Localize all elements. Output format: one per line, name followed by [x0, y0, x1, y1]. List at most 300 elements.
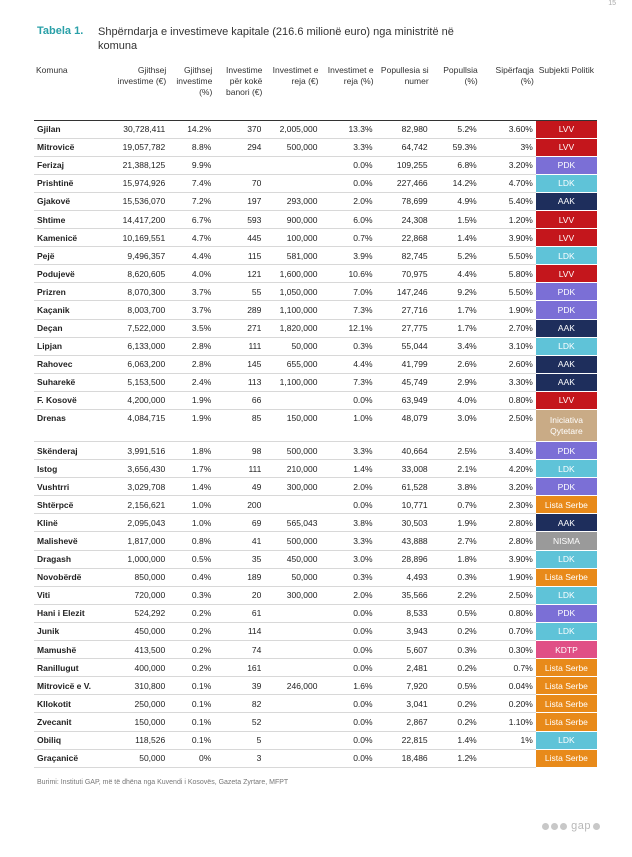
- cell-new-pct: 0.0%: [320, 174, 375, 192]
- cell-per-capita: 41: [214, 532, 264, 550]
- cell-total-eur: 2,156,621: [112, 496, 168, 514]
- cell-new-pct: 2.0%: [320, 478, 375, 496]
- cell-komuna: Prishtinë: [34, 174, 112, 192]
- cell-area-pct: 3.10%: [480, 337, 536, 355]
- cell-total-eur: 30,728,411: [112, 120, 168, 138]
- cell-area-pct: 2.50%: [480, 410, 536, 442]
- cell-new-pct: 0.0%: [320, 604, 375, 622]
- cell-population-pct: 14.2%: [431, 174, 480, 192]
- cell-party: Lista Serbe: [536, 677, 597, 695]
- cell-komuna: Gjilan: [34, 120, 112, 138]
- table-row: [34, 301, 597, 319]
- cell-population-pct: 2.9%: [431, 373, 480, 391]
- cell-party: AAK: [536, 319, 597, 337]
- table-row: [34, 478, 597, 496]
- cell-population-pct: 0.5%: [431, 677, 480, 695]
- cell-population: 8,533: [376, 604, 431, 622]
- cell-party: Lista Serbe: [536, 496, 597, 514]
- cell-new-eur: 900,000: [264, 210, 320, 228]
- cell-population: 27,716: [376, 301, 431, 319]
- col-header-population: Popullesia si numer: [380, 65, 429, 86]
- cell-new-pct: 3.3%: [320, 442, 375, 460]
- cell-population-pct: 5.2%: [431, 247, 480, 265]
- cell-new-eur: [264, 174, 320, 192]
- cell-per-capita: 39: [214, 677, 264, 695]
- investments-table: [34, 65, 597, 768]
- cell-population: 4,493: [376, 568, 431, 586]
- cell-area-pct: 0.70%: [480, 622, 536, 640]
- table-row: [34, 210, 597, 228]
- col-header-new-eur: Investimet e reja (€): [272, 65, 319, 86]
- cell-total-eur: 8,620,605: [112, 265, 168, 283]
- cell-new-eur: 500,000: [264, 532, 320, 550]
- cell-per-capita: 70: [214, 174, 264, 192]
- cell-party: Iniciativa Qytetare: [536, 410, 597, 442]
- col-header-total-eur: Gjithsej investime (€): [117, 65, 167, 86]
- col-header-total-pct: Gjithsej investime (%): [176, 65, 213, 97]
- cell-total-pct: 0.1%: [168, 695, 214, 713]
- cell-total-eur: 720,000: [112, 586, 168, 604]
- cell-party: LVV: [536, 391, 597, 409]
- cell-komuna: Kamenicë: [34, 229, 112, 247]
- table-row: [34, 532, 597, 550]
- cell-total-eur: 524,292: [112, 604, 168, 622]
- cell-population: 78,699: [376, 192, 431, 210]
- cell-new-pct: 3.8%: [320, 514, 375, 532]
- cell-new-pct: 10.6%: [320, 265, 375, 283]
- cell-per-capita: 111: [214, 460, 264, 478]
- cell-party: PDK: [536, 283, 597, 301]
- cell-komuna: Kaçanik: [34, 301, 112, 319]
- cell-total-eur: 850,000: [112, 568, 168, 586]
- cell-new-pct: 0.7%: [320, 229, 375, 247]
- cell-new-pct: 0.0%: [320, 713, 375, 731]
- cell-population-pct: 0.5%: [431, 604, 480, 622]
- cell-population-pct: 6.8%: [431, 156, 480, 174]
- cell-party: LDK: [536, 337, 597, 355]
- cell-total-pct: 1.0%: [168, 496, 214, 514]
- cell-new-pct: 1.4%: [320, 460, 375, 478]
- cell-party: LDK: [536, 174, 597, 192]
- cell-new-pct: 12.1%: [320, 319, 375, 337]
- cell-new-pct: 2.0%: [320, 192, 375, 210]
- cell-population-pct: 2.2%: [431, 586, 480, 604]
- cell-new-pct: 0.0%: [320, 731, 375, 749]
- cell-per-capita: 82: [214, 695, 264, 713]
- cell-per-capita: 20: [214, 586, 264, 604]
- cell-total-pct: 0.8%: [168, 532, 214, 550]
- cell-per-capita: 161: [214, 659, 264, 677]
- cell-new-eur: 500,000: [264, 138, 320, 156]
- cell-party: Lista Serbe: [536, 749, 597, 767]
- cell-komuna: Suharekë: [34, 373, 112, 391]
- cell-komuna: Kllokotit: [34, 695, 112, 713]
- cell-new-eur: 581,000: [264, 247, 320, 265]
- cell-area-pct: 0.30%: [480, 641, 536, 659]
- table-label: Tabela 1.: [37, 25, 84, 37]
- table-title: Shpërndarja e investimeve kapitale (216.6 milionë euro) nga ministritë në komuna: [98, 26, 454, 52]
- cell-total-eur: 4,084,715: [112, 410, 168, 442]
- cell-komuna: Junik: [34, 622, 112, 640]
- cell-population-pct: 1.4%: [431, 229, 480, 247]
- cell-total-pct: 4.4%: [168, 247, 214, 265]
- cell-population: 3,943: [376, 622, 431, 640]
- cell-new-pct: 0.0%: [320, 695, 375, 713]
- cell-total-pct: 1.4%: [168, 478, 214, 496]
- cell-population: 35,566: [376, 586, 431, 604]
- cell-party: LVV: [536, 138, 597, 156]
- cell-komuna: Shtime: [34, 210, 112, 228]
- cell-new-eur: [264, 391, 320, 409]
- cell-new-pct: 1.6%: [320, 677, 375, 695]
- cell-total-eur: 2,095,043: [112, 514, 168, 532]
- cell-komuna: Gjakovë: [34, 192, 112, 210]
- cell-new-eur: 300,000: [264, 586, 320, 604]
- cell-total-eur: 400,000: [112, 659, 168, 677]
- table-row: [34, 460, 597, 478]
- cell-party: AAK: [536, 514, 597, 532]
- table-row: [34, 138, 597, 156]
- cell-area-pct: 3.40%: [480, 442, 536, 460]
- cell-per-capita: 35: [214, 550, 264, 568]
- cell-area-pct: 3%: [480, 138, 536, 156]
- table-row: [34, 496, 597, 514]
- cell-komuna: Deçan: [34, 319, 112, 337]
- cell-komuna: Podujevë: [34, 265, 112, 283]
- cell-per-capita: 289: [214, 301, 264, 319]
- cell-population: 22,815: [376, 731, 431, 749]
- cell-total-eur: 1,817,000: [112, 532, 168, 550]
- cell-population-pct: 2.6%: [431, 355, 480, 373]
- cell-per-capita: 189: [214, 568, 264, 586]
- cell-total-pct: 1.9%: [168, 391, 214, 409]
- cell-area-pct: 1.10%: [480, 713, 536, 731]
- cell-new-eur: 450,000: [264, 550, 320, 568]
- cell-komuna: Klinë: [34, 514, 112, 532]
- cell-new-pct: 0.0%: [320, 496, 375, 514]
- table-row: [34, 442, 597, 460]
- table-row: [34, 120, 597, 138]
- cell-population: 64,742: [376, 138, 431, 156]
- cell-total-pct: 0.2%: [168, 641, 214, 659]
- cell-area-pct: 0.80%: [480, 391, 536, 409]
- cell-komuna: Graçanicë: [34, 749, 112, 767]
- cell-party: LDK: [536, 247, 597, 265]
- cell-per-capita: 66: [214, 391, 264, 409]
- cell-komuna: Malishevë: [34, 532, 112, 550]
- cell-total-pct: 3.7%: [168, 283, 214, 301]
- cell-new-eur: [264, 156, 320, 174]
- cell-new-pct: 7.0%: [320, 283, 375, 301]
- cell-population-pct: 1.5%: [431, 210, 480, 228]
- gap-logo: [542, 820, 600, 832]
- logo-wordmark: gap: [571, 820, 591, 832]
- cell-komuna: Skënderaj: [34, 442, 112, 460]
- cell-total-eur: 15,974,926: [112, 174, 168, 192]
- cell-population-pct: 5.2%: [431, 120, 480, 138]
- cell-population: 5,607: [376, 641, 431, 659]
- cell-total-eur: 3,656,430: [112, 460, 168, 478]
- table-row: [34, 192, 597, 210]
- cell-per-capita: 197: [214, 192, 264, 210]
- cell-new-eur: [264, 659, 320, 677]
- cell-new-eur: 655,000: [264, 355, 320, 373]
- cell-per-capita: 145: [214, 355, 264, 373]
- cell-area-pct: 5.40%: [480, 192, 536, 210]
- cell-new-eur: [264, 731, 320, 749]
- cell-population-pct: 0.7%: [431, 496, 480, 514]
- cell-komuna: Vushtrri: [34, 478, 112, 496]
- cell-population: 227,466: [376, 174, 431, 192]
- table-row: [34, 514, 597, 532]
- cell-per-capita: 49: [214, 478, 264, 496]
- cell-party: LVV: [536, 210, 597, 228]
- cell-per-capita: 445: [214, 229, 264, 247]
- cell-komuna: Mitrovicë: [34, 138, 112, 156]
- cell-total-eur: 19,057,782: [112, 138, 168, 156]
- cell-population: 22,868: [376, 229, 431, 247]
- cell-new-eur: [264, 749, 320, 767]
- cell-total-pct: 0.2%: [168, 622, 214, 640]
- table-row: [34, 586, 597, 604]
- cell-new-eur: 50,000: [264, 337, 320, 355]
- cell-total-eur: 6,063,200: [112, 355, 168, 373]
- cell-per-capita: 370: [214, 120, 264, 138]
- cell-party: AAK: [536, 192, 597, 210]
- cell-komuna: Zvecanit: [34, 713, 112, 731]
- cell-new-pct: 3.0%: [320, 550, 375, 568]
- cell-area-pct: 1.90%: [480, 301, 536, 319]
- col-header-komuna: Komuna: [36, 65, 68, 75]
- cell-total-pct: 1.0%: [168, 514, 214, 532]
- table-row: [34, 641, 597, 659]
- cell-new-pct: 0.0%: [320, 622, 375, 640]
- cell-total-pct: 4.0%: [168, 265, 214, 283]
- cell-area-pct: 1%: [480, 731, 536, 749]
- cell-party: LVV: [536, 229, 597, 247]
- cell-total-pct: 3.7%: [168, 301, 214, 319]
- table-row: [34, 156, 597, 174]
- cell-per-capita: 74: [214, 641, 264, 659]
- cell-total-eur: 8,070,300: [112, 283, 168, 301]
- cell-per-capita: 5: [214, 731, 264, 749]
- cell-party: PDK: [536, 156, 597, 174]
- cell-new-eur: [264, 622, 320, 640]
- cell-per-capita: 113: [214, 373, 264, 391]
- cell-party: Lista Serbe: [536, 695, 597, 713]
- cell-new-eur: 2,005,000: [264, 120, 320, 138]
- cell-per-capita: 61: [214, 604, 264, 622]
- cell-population-pct: 0.3%: [431, 568, 480, 586]
- cell-komuna: Istog: [34, 460, 112, 478]
- cell-area-pct: 2.50%: [480, 586, 536, 604]
- cell-population-pct: 0.2%: [431, 713, 480, 731]
- cell-population-pct: 59.3%: [431, 138, 480, 156]
- cell-party: LDK: [536, 586, 597, 604]
- cell-komuna: Ferizaj: [34, 156, 112, 174]
- cell-party: PDK: [536, 604, 597, 622]
- cell-komuna: Hani i Elezit: [34, 604, 112, 622]
- cell-new-pct: 0.3%: [320, 337, 375, 355]
- cell-area-pct: 4.20%: [480, 460, 536, 478]
- cell-population-pct: 2.5%: [431, 442, 480, 460]
- cell-new-eur: 246,000: [264, 677, 320, 695]
- cell-new-eur: 500,000: [264, 442, 320, 460]
- cell-per-capita: 115: [214, 247, 264, 265]
- cell-party: AAK: [536, 355, 597, 373]
- cell-area-pct: 4.70%: [480, 174, 536, 192]
- cell-area-pct: 2.80%: [480, 532, 536, 550]
- cell-party: LDK: [536, 622, 597, 640]
- cell-total-eur: 15,536,070: [112, 192, 168, 210]
- cell-total-pct: 8.8%: [168, 138, 214, 156]
- cell-new-eur: 565,043: [264, 514, 320, 532]
- cell-party: LDK: [536, 550, 597, 568]
- cell-population: 63,949: [376, 391, 431, 409]
- cell-area-pct: 0.80%: [480, 604, 536, 622]
- cell-new-eur: 210,000: [264, 460, 320, 478]
- cell-new-eur: 1,600,000: [264, 265, 320, 283]
- cell-population: 45,749: [376, 373, 431, 391]
- cell-total-eur: 413,500: [112, 641, 168, 659]
- table-row: [34, 713, 597, 731]
- table-row: [34, 659, 597, 677]
- cell-area-pct: 1.90%: [480, 568, 536, 586]
- cell-population: 82,980: [376, 120, 431, 138]
- cell-new-pct: 13.3%: [320, 120, 375, 138]
- cell-komuna: Dragash: [34, 550, 112, 568]
- table-row: [34, 749, 597, 767]
- logo-dot: [560, 823, 567, 830]
- cell-total-eur: 118,526: [112, 731, 168, 749]
- col-header-area-pct: Sipërfaqja (%): [495, 65, 534, 86]
- cell-komuna: Shtërpcë: [34, 496, 112, 514]
- cell-total-pct: 7.4%: [168, 174, 214, 192]
- cell-party: Lista Serbe: [536, 568, 597, 586]
- cell-new-eur: 1,100,000: [264, 301, 320, 319]
- cell-komuna: Novobërdë: [34, 568, 112, 586]
- cell-total-eur: 450,000: [112, 622, 168, 640]
- cell-population-pct: 4.0%: [431, 391, 480, 409]
- cell-per-capita: 85: [214, 410, 264, 442]
- cell-total-eur: 3,029,708: [112, 478, 168, 496]
- cell-new-pct: 1.0%: [320, 410, 375, 442]
- cell-komuna: Rahovec: [34, 355, 112, 373]
- cell-party: NISMA: [536, 532, 597, 550]
- cell-total-pct: 1.9%: [168, 410, 214, 442]
- cell-population: 61,528: [376, 478, 431, 496]
- cell-total-pct: 0.2%: [168, 659, 214, 677]
- cell-total-eur: 150,000: [112, 713, 168, 731]
- cell-new-eur: [264, 713, 320, 731]
- cell-per-capita: 200: [214, 496, 264, 514]
- logo-dot: [551, 823, 558, 830]
- cell-new-pct: 7.3%: [320, 373, 375, 391]
- cell-area-pct: 2.60%: [480, 355, 536, 373]
- table-row: [34, 604, 597, 622]
- cell-population: 24,308: [376, 210, 431, 228]
- table-row: [34, 319, 597, 337]
- cell-population: 109,255: [376, 156, 431, 174]
- table-row: [34, 373, 597, 391]
- cell-population-pct: 1.9%: [431, 514, 480, 532]
- cell-new-pct: 3.3%: [320, 138, 375, 156]
- cell-area-pct: [480, 749, 536, 767]
- cell-per-capita: 3: [214, 749, 264, 767]
- cell-party: KDTP: [536, 641, 597, 659]
- cell-population: 2,481: [376, 659, 431, 677]
- cell-new-eur: 50,000: [264, 568, 320, 586]
- cell-party: LDK: [536, 731, 597, 749]
- cell-party: AAK: [536, 373, 597, 391]
- cell-area-pct: 1.20%: [480, 210, 536, 228]
- cell-per-capita: 69: [214, 514, 264, 532]
- cell-per-capita: 98: [214, 442, 264, 460]
- cell-population-pct: 1.7%: [431, 319, 480, 337]
- table-row: [34, 622, 597, 640]
- cell-new-eur: 100,000: [264, 229, 320, 247]
- table-row: [34, 265, 597, 283]
- cell-new-pct: 0.0%: [320, 749, 375, 767]
- cell-population-pct: 0.2%: [431, 695, 480, 713]
- cell-per-capita: 114: [214, 622, 264, 640]
- cell-total-eur: 4,200,000: [112, 391, 168, 409]
- table-row: [34, 410, 597, 442]
- cell-area-pct: 2.80%: [480, 514, 536, 532]
- cell-total-pct: 3.5%: [168, 319, 214, 337]
- cell-area-pct: 5.50%: [480, 283, 536, 301]
- cell-komuna: Pejë: [34, 247, 112, 265]
- cell-total-pct: 1.8%: [168, 442, 214, 460]
- table-header-row: [34, 65, 597, 120]
- cell-population: 3,041: [376, 695, 431, 713]
- cell-komuna: Drenas: [34, 410, 112, 442]
- cell-new-pct: 0.0%: [320, 659, 375, 677]
- page-number: 15: [608, 0, 616, 7]
- cell-total-eur: 9,496,357: [112, 247, 168, 265]
- cell-new-pct: 2.0%: [320, 586, 375, 604]
- cell-population-pct: 0.2%: [431, 659, 480, 677]
- cell-total-pct: 2.8%: [168, 337, 214, 355]
- cell-population-pct: 1.7%: [431, 301, 480, 319]
- cell-per-capita: 52: [214, 713, 264, 731]
- cell-area-pct: 3.90%: [480, 229, 536, 247]
- cell-party: LVV: [536, 120, 597, 138]
- cell-per-capita: 294: [214, 138, 264, 156]
- table-row: [34, 337, 597, 355]
- table-row: [34, 229, 597, 247]
- cell-area-pct: 0.04%: [480, 677, 536, 695]
- cell-komuna: Mitrovicë e V.: [34, 677, 112, 695]
- logo-dot: [593, 823, 600, 830]
- cell-population-pct: 0.3%: [431, 641, 480, 659]
- cell-total-pct: 2.4%: [168, 373, 214, 391]
- col-header-per-capita: Investime për kokë banori (€): [225, 65, 263, 97]
- cell-per-capita: 121: [214, 265, 264, 283]
- cell-total-eur: 3,991,516: [112, 442, 168, 460]
- cell-population-pct: 3.8%: [431, 478, 480, 496]
- cell-party: Lista Serbe: [536, 713, 597, 731]
- cell-komuna: Obiliq: [34, 731, 112, 749]
- cell-population: 43,888: [376, 532, 431, 550]
- table-row: [34, 174, 597, 192]
- cell-total-eur: 1,000,000: [112, 550, 168, 568]
- cell-new-pct: 4.4%: [320, 355, 375, 373]
- cell-total-eur: 310,800: [112, 677, 168, 695]
- table-row: [34, 283, 597, 301]
- source-note: Burimi: Instituti GAP, më të dhëna nga Kuvendi i Kosovës, Gazeta Zyrtare, MFPT: [37, 779, 289, 786]
- cell-total-eur: 250,000: [112, 695, 168, 713]
